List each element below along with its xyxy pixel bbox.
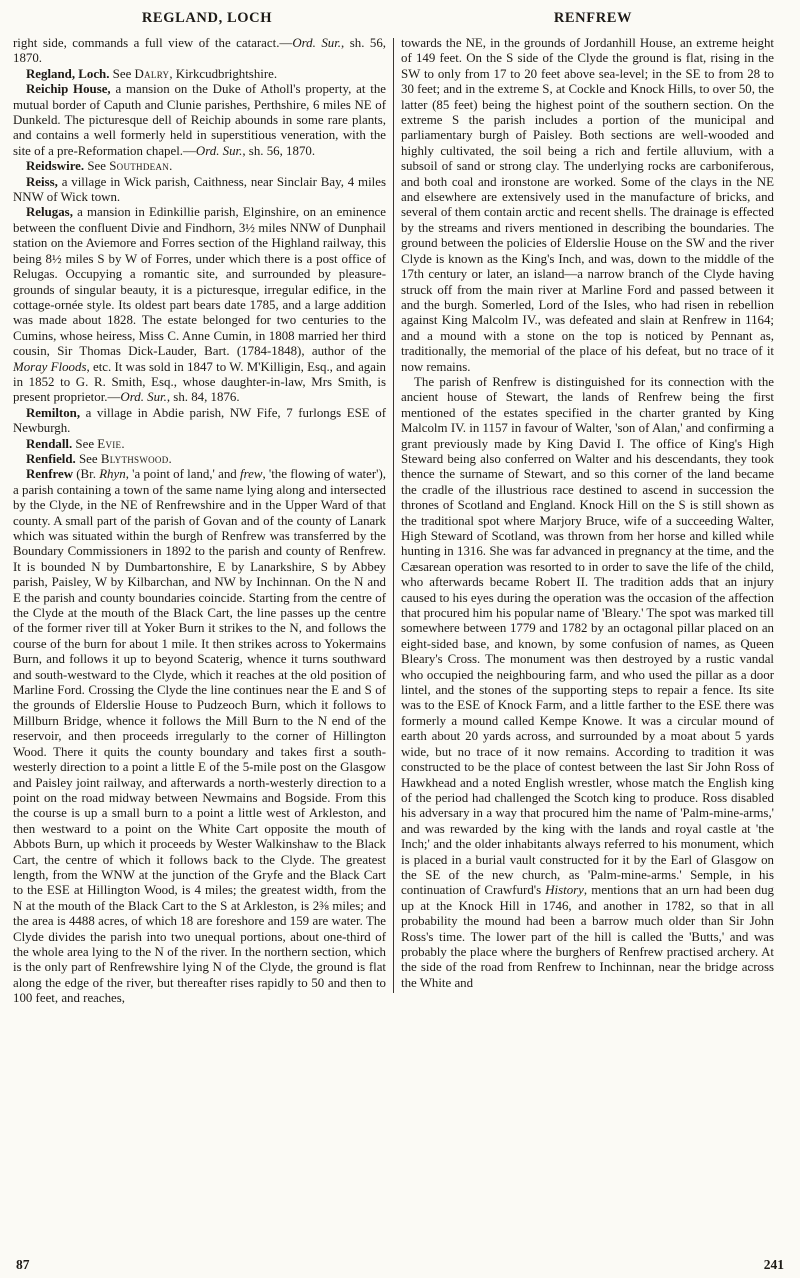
text-run: , Kirkcudbrightshire.	[169, 66, 278, 81]
text-run: Renfield.	[26, 451, 76, 466]
text-run: Ord. Sur.	[120, 390, 167, 405]
text-run: , 'the flowing of water'), a parish containing a town of the same name lying along and intersected by the Clyde, in the NE of Renfrewshire and in the Upper Ward of that county. A small part of the parish of Govan and of the county of Lanark which was situated within the burgh of Renfrew was transferred by the Boundary Commissioners in 1892 to the parish and county of Renfrew. It is bounded N by Dumbartonshire, E by Lanarkshire, S by Abbey parish, Paisley, W by Kilbarchan, and NW by Inchinnan. On the N and E the parish and county boundaries coincide. Starting from the centre of the Clyde at the mouth of the Black Cart, the line passes up the centre of the former river till at Yoker Burn it strikes to the N, and follows the course of the burn for about 1 mile. It then strikes across to Yokermains Burn, and follows it up to beyond Scaterig, whence it turns southward and south-westward to the Clyde, which it reaches at the old position of Marline Ford. Crossing the Clyde the line continues near the E and S of the grounds of Elderslie House to Pudzeoch Burn, which it follows to Millburn Bridge, whence it follows the Mill Burn to the N end of the reservoir, and then proceeds irregularly to the corner of Hillington Wood. There it quits the county boundary and takes first a south-westerly direction to a point a little E of the 5-mile post on the Glasgow and Paisley joint railway, and afterwards a north-westerly direction to a point on the road midway between Newmains and Bogside. From this the course is up a small burn to a point a little west of Arkleston, and then westward to a point on the White Cart opposite the mouth of Abbots Burn, up which it proceeds by Wester Walkinshaw to the Black Cart, the centre of which it follows back to the Clyde. The greatest length, from the WNW at the junction of the Gryfe and the Black Cart to the ESE at Hillington Wood, is 4 miles; the greatest width, from the N at the mouth of the Black Cart to the S at Arkleston, is 2⅜ miles; and the area is 4488 acres, of which 18 are foreshore and 159 are water. The Clyde divides the parish into two unequal portions, about one-third of the whole area lying to the N of the river. In the northern section, which is the only part of Renfrewshire lying N of the Clyde, the ground is flat along the edge of the river, but thereafter rises rapidly to 50 and then to 100 feet, and reaches,	[13, 467, 386, 1006]
text-run: , etc. It was sold in 1847 to W. M'Killigin, Esq., and again in 1852 to G. R. Smith, Esq., whose daughter-in-law, Mrs Smith, is present proprietor.—	[13, 359, 386, 405]
paragraph	[13, 36, 386, 67]
paragraph	[401, 375, 774, 991]
text-run: right side, commands a full view of the cataract.—	[13, 36, 293, 50]
paragraph	[13, 467, 386, 1006]
text-run: Relugas,	[26, 205, 73, 220]
column-divider-rule	[393, 38, 394, 993]
paragraph	[13, 406, 386, 437]
text-run: .	[169, 159, 173, 174]
text-run: The parish of Renfrew is distinguished for its connection with the ancient house of Stewart, the lands of Renfrew being the first mentioned of the estates specified in the charter granted by King Malcolm IV. in 1157 in favour of Walter, 'son of Alan,' and confirming a grant previously made by King David I. The office of King's High Steward being also conferred on Walter and his descendants, they took thence the surname of Stewart, and so this corner of the land became the cradle of the illustrious race destined to ascend in succession the thrones of Scotland and England. Knock Hill on the S is still shown as the traditional spot where Marjory Bruce, wife of a succeeding Walter, High Steward of Scotland, was thrown from her horse and killed while hunting in 1316. She was far advanced in pregnancy at the time, and the Cæsarean operation was resorted to in order to save the life of the child, who afterwards became Robert II. The tradition adds that an injury caused to his eyes during the operation was the occasion of the affection that procured him his popular name of 'Bleary.' The spot was marked till somewhere between 1779 and 1782 by an octagonal pillar placed on an eight-sided base, and known, by some confusion of names, as Queen Bleary's Cross. The monument was then destroyed by a rustic vandal who occupied the neighbouring farm, and who used the pillar as a door lintel, and the stones of the supporting steps to repair a fence. Its site was to the ESE of Knock Farm, and a little farther to the ESE there was formerly a mound called Kempe Knowe. It was a circular mound of earth about 20 yards across, and surrounded by a moat about 5 yards wide, but no trace of it now remains. According to tradition it was constructed to be the place of contest between the last Sir John Ross of Hawkhead and a noted English wrestler, whose match the English king of the period had challenged the Scotch king to produce. Ross disabled his adversary in a way that procured him the name of 'Palm-mine-arms,' and was rewarded by the king with the lands and royal castle at 'the Inch;' and the older inhabitants always referred to his monument, which is placed in a burial vault constructed for it by the Earl of Glasgow on the SE of the new church, as 'Palm-mine-arms.' Semple, in his continuation of Crawfurd's	[401, 374, 774, 898]
paragraph	[401, 36, 774, 375]
text-run: Renfrew	[26, 467, 74, 482]
text-run: , 'a point of land,' and	[125, 467, 240, 482]
text-run: a mansion on the Duke of Atholl's property, at the mutual border of Caputh and Clunie parishes, Perthshire, 6 miles NE of Dunkeld. The picturesque dell of Reichip abounds in some rare plants, and contains a well formerly held in superstitious veneration, with the site of a pre-Reformation chapel.—	[13, 82, 387, 158]
text-run: Reichip House,	[26, 82, 111, 97]
paragraph	[13, 175, 386, 206]
text-run: See	[84, 159, 110, 174]
running-head-left: REGLAND, LOCH	[141, 10, 273, 26]
text-run: a village in Wick parish, Caithness, near Sinclair Bay, 4 miles NNW of Wick town.	[13, 174, 386, 205]
text-run: (Br.	[73, 467, 100, 482]
text-run: , sh. 56, 1870.	[13, 36, 386, 66]
page-number-right: 241	[763, 1257, 784, 1272]
paragraph	[13, 159, 386, 174]
paragraph	[13, 67, 386, 82]
text-run: .	[121, 436, 125, 451]
text-run: Ord. Sur.	[195, 143, 243, 158]
text-run: Evie	[97, 436, 122, 451]
text-run: , mentions that an urn had been dug up at the Knock Hill in 1746, and another in 1782, so that in all probability the mound had been a barrow much older than Sir John Ross's time. The lower part of the hill is called the 'Butts,' and was probably the place where the burghers of Renfrew practised archery. At the side of the road from Renfrew to Inchinnan, near the bridge across the White and	[401, 883, 774, 990]
right-column	[401, 36, 774, 1007]
text-run: Remilton,	[26, 405, 81, 420]
running-heads	[0, 0, 800, 27]
text-run: Ord. Sur.	[292, 36, 342, 50]
text-run: Reidswire.	[26, 159, 85, 174]
text-run: Regland, Loch.	[26, 66, 110, 81]
text-run: Rhyn	[99, 467, 126, 482]
text-run: Southdean	[109, 159, 170, 174]
text-run: , sh. 84, 1876.	[166, 390, 240, 405]
left-column	[13, 36, 386, 1007]
text-run: towards the NE, in the grounds of Jordanhill House, an extreme height of 149 feet. On the S side of the Clyde the ground is flat, rising in the SW to only from 17 to 20 feet above sea-level; in the SE to from 28 to 30 feet; and in the extreme S, at Cockle and Knock Hills, to over 50, the latter (85 feet) being the highest point of the southern section. On the extreme S the parish includes a portion of the municipal and parliamentary burgh of Paisley. Both sections are well-wooded and highly cultivated, the soil being a rich and fertile alluvium, with a subsoil of sand or strong clay. The underlying rocks are carboniferous, and both coal and ironstone are worked. Some of the clays in the NE and elsewhere are extensively used in the manufacture of bricks, and several of them contain arctic and recent shells. The drainage is effected by the streams and rivers mentioned in describing the boundaries. The ground between the policies of Elderslie House on the SW and the river Clyde is known as the King's Inch, and was, down to the middle of the 17th century or later, an island—a narrow branch of the Clyde having struck off from the main river at Marline Ford and passed between it and the burgh. Somerled, Lord of the Isles, who had risen in rebellion against King Malcolm IV., was defeated and slain at Renfrew in 1164; and a mound with a stone on the top is noticed by Pennant as, traditionally, the memorial of the place of his defeat, but no trace of it now remains.	[401, 36, 774, 374]
text-run: History	[545, 883, 584, 898]
text-run: , sh. 56, 1870.	[242, 143, 316, 158]
text-run: See	[109, 66, 135, 81]
paragraph	[13, 82, 386, 159]
text-run: Rendall.	[26, 436, 73, 451]
text-run: .	[168, 451, 172, 466]
running-head-right: RENFREW	[553, 10, 633, 26]
text-run: See	[75, 451, 101, 466]
text-run: a mansion in Edinkillie parish, Elginshire, on an eminence between the confluent Divie and Findhorn, 3½ miles NNW of Dunphail station on the Aviemore and Forres section of the Highland railway, this being 8½ miles S by W of Forres, under which there is a post office of Relugas. Occupying a romantic site, and surrounded by pleasure-grounds of singular beauty, it is a picturesque, irregular edifice, in the cottage-ornée style. Its oldest part bears date 1785, and a large addition was made about 1828. The estate belonged for two centuries to the Cumins, whose heiress, Miss C. Anne Cumin, in 1808 married her third cousin, Sir Thomas Dick-Lauder, Bart. (1784-1848), author of the	[13, 205, 386, 359]
text-run: Reiss,	[26, 174, 58, 189]
text-columns	[0, 27, 800, 1007]
text-run: See	[72, 436, 98, 451]
text-run: frew	[239, 467, 263, 482]
text-run: a village in Abdie parish, NW Fife, 7 furlongs ESE of Newburgh.	[13, 405, 386, 436]
paragraph	[13, 452, 386, 467]
text-run: Moray Floods	[13, 359, 87, 374]
paragraph	[13, 205, 386, 405]
text-run: Dalry	[134, 66, 170, 81]
paragraph	[13, 437, 386, 452]
text-run: Blythswood	[100, 451, 169, 466]
page-number-left: 87	[16, 1257, 30, 1272]
